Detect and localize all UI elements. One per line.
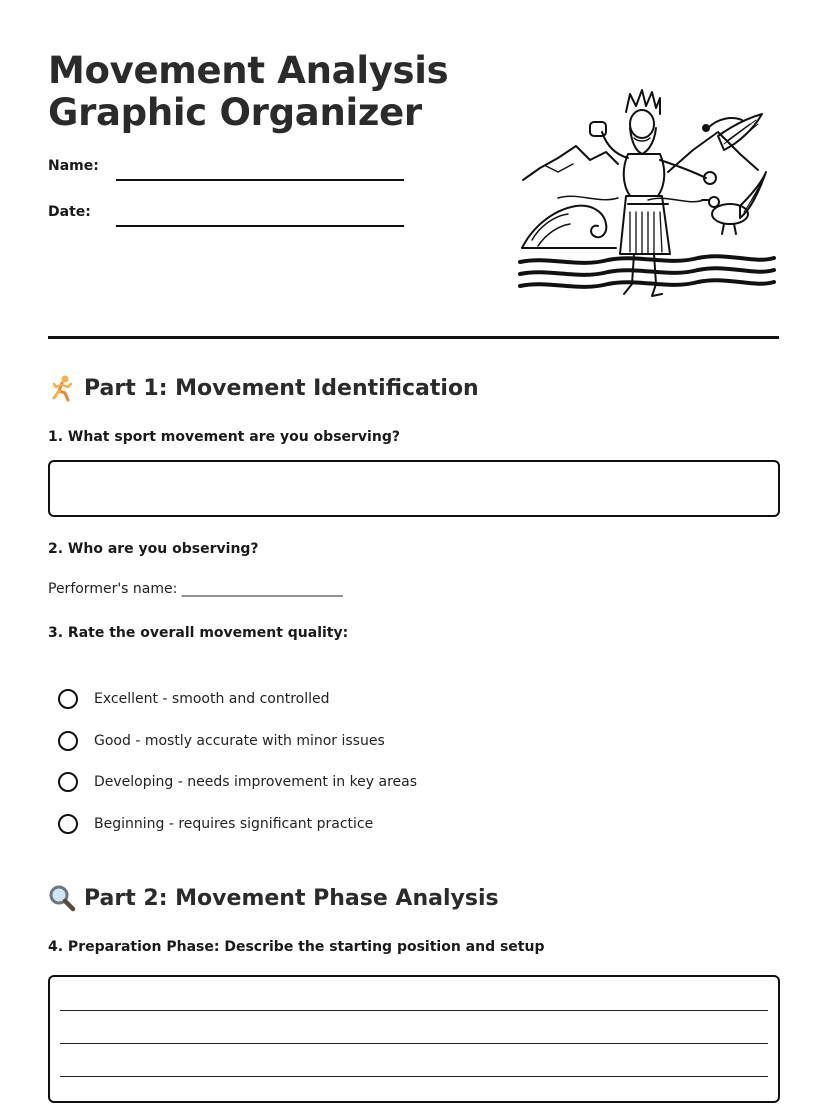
movement-answer-box[interactable] bbox=[48, 460, 780, 517]
radio-circle-icon[interactable] bbox=[58, 689, 78, 709]
name-row bbox=[48, 158, 408, 182]
rating-option-label: Excellent - smooth and controlled bbox=[94, 691, 330, 707]
part1-heading bbox=[48, 374, 479, 402]
date-label: Date: bbox=[48, 204, 91, 220]
radio-circle-icon[interactable] bbox=[58, 731, 78, 751]
writing-line bbox=[60, 1043, 768, 1044]
radio-circle-icon[interactable] bbox=[58, 814, 78, 834]
rating-option-label: Developing - needs improvement in key areas bbox=[94, 774, 418, 790]
page-title bbox=[48, 50, 448, 134]
rating-option-beginning[interactable] bbox=[58, 812, 373, 836]
writing-line bbox=[60, 1010, 768, 1011]
runner-icon bbox=[48, 374, 76, 402]
title-line-1: Movement Analysis bbox=[48, 49, 449, 92]
part2-heading-text: Part 2: Movement Phase Analysis bbox=[84, 885, 499, 911]
writing-line bbox=[60, 1076, 768, 1077]
radio-circle-icon[interactable] bbox=[58, 772, 78, 792]
rating-option-label: Beginning - requires significant practice bbox=[94, 816, 374, 832]
title-line-2: Graphic Organizer bbox=[48, 91, 422, 134]
name-label: Name: bbox=[48, 158, 99, 174]
rating-option-good[interactable] bbox=[58, 729, 385, 753]
question-3: 3. Rate the overall movement quality: bbox=[48, 625, 349, 641]
rating-option-developing[interactable] bbox=[58, 770, 417, 794]
performer-name-field[interactable]: Performer's name: _______________________ bbox=[48, 581, 343, 597]
date-row bbox=[48, 204, 408, 228]
part1-heading-text: Part 1: Movement Identification bbox=[84, 375, 479, 401]
date-field[interactable] bbox=[116, 225, 404, 227]
rating-option-label: Good - mostly accurate with minor issues bbox=[94, 733, 385, 749]
header-divider bbox=[48, 336, 779, 339]
part2-heading bbox=[48, 884, 499, 912]
question-2: 2. Who are you observing? bbox=[48, 541, 259, 557]
name-field[interactable] bbox=[116, 179, 404, 181]
magnifying-glass-icon bbox=[48, 884, 76, 912]
question-1: 1. What sport movement are you observing? bbox=[48, 429, 400, 445]
maori-warrior-illustration bbox=[518, 88, 776, 310]
rating-option-excellent[interactable] bbox=[58, 687, 329, 711]
preparation-answer-box[interactable] bbox=[48, 975, 780, 1103]
question-4: 4. Preparation Phase: Describe the starting position and setup bbox=[48, 939, 545, 955]
